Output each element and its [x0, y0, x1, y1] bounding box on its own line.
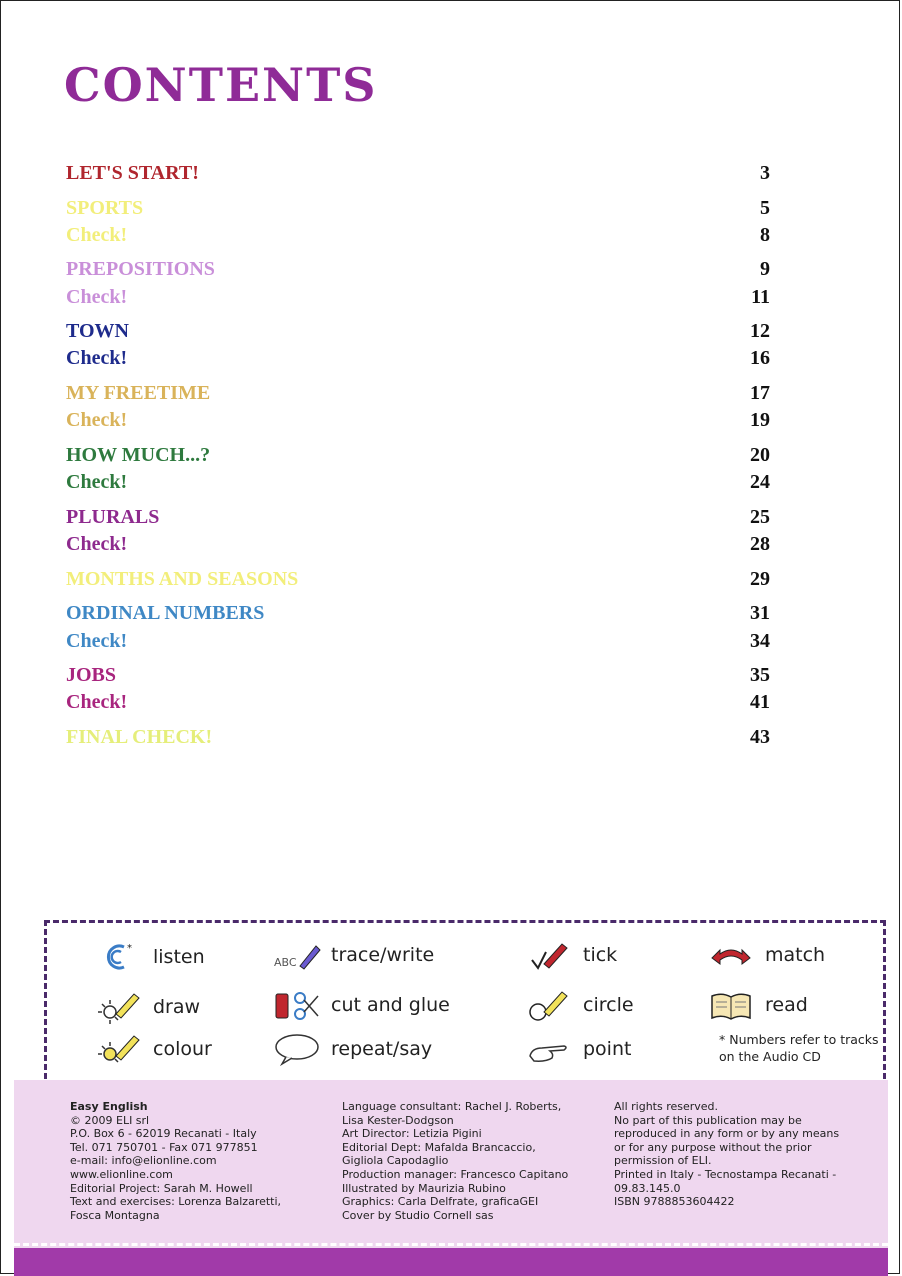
toc-row-page-number: 25 — [750, 506, 770, 528]
legend-item-trace-write: ABC trace/write — [271, 938, 434, 972]
toc-row-label: Check! — [66, 533, 128, 555]
toc-row — [66, 197, 770, 225]
legend-item-repeat-say: repeat/say — [271, 1032, 432, 1066]
page-title: CONTENTS — [64, 58, 378, 112]
toc-row-label: Check! — [66, 471, 128, 493]
toc-row-label: TOWN — [66, 320, 129, 342]
toc-row-label: FINAL CHECK! — [66, 726, 213, 748]
imprint-line: Tel. 071 750701 - Fax 071 977851 — [70, 1140, 258, 1154]
toc-row — [66, 533, 770, 561]
imprint-line: Editorial Project: Sarah M. Howell — [70, 1181, 253, 1195]
imprint-line: Text and exercises: Lorenza Balzaretti, — [70, 1195, 282, 1209]
toc-row-page-number: 9 — [760, 258, 770, 280]
colour-icon — [93, 1032, 145, 1066]
toc-row-page-number: 11 — [751, 286, 770, 308]
toc-row-page-number: 31 — [750, 602, 770, 624]
toc-row-page-number: 34 — [750, 630, 770, 652]
imprint-line: Printed in Italy - Tecnostampa Recanati - — [614, 1167, 837, 1181]
repeat-say-icon — [271, 1032, 323, 1066]
audio-cd-note: * Numbers refer to tracks on the Audio CD — [719, 1032, 879, 1064]
toc-row-label: Check! — [66, 224, 128, 246]
legend-item-read: read — [705, 988, 808, 1022]
toc-row-page-number: 43 — [750, 726, 770, 748]
toc-row — [66, 691, 770, 719]
imprint-line: All rights reserved. — [614, 1100, 719, 1113]
imprint-line: P.O. Box 6 - 62019 Recanati - Italy — [70, 1127, 257, 1141]
imprint-line: Illustrated by Maurizia Rubino — [342, 1181, 506, 1195]
imprint-line: 09.83.145.0 — [614, 1181, 681, 1195]
imprint-column-rights — [614, 1100, 839, 1209]
imprint-line: Graphics: Carla Delfrate, graficaGEI — [342, 1195, 539, 1209]
toc-row-label: Check! — [66, 409, 128, 431]
toc-row-label: Check! — [66, 691, 128, 713]
toc-row-label: PREPOSITIONS — [66, 258, 215, 280]
toc-row — [66, 224, 770, 252]
toc-row — [66, 726, 770, 754]
imprint-line: Production manager: Francesco Capitano — [342, 1167, 569, 1181]
toc-row-page-number: 41 — [750, 691, 770, 713]
toc-row — [66, 258, 770, 286]
imprint-line: Fosca Montagna — [70, 1208, 160, 1222]
toc-row — [66, 286, 770, 314]
legend-item-cut-and-glue: cut and glue — [271, 988, 450, 1022]
toc-row-label: Check! — [66, 630, 128, 652]
legend-item-colour: colour — [93, 1032, 212, 1066]
toc-row — [66, 471, 770, 499]
footer-stripe — [14, 1248, 888, 1276]
imprint-line: Language consultant: Rachel J. Roberts, — [342, 1100, 562, 1113]
toc-row — [66, 162, 770, 190]
imprint-line: Art Director: Letizia Pigini — [342, 1127, 482, 1141]
toc-row-label: SPORTS — [66, 197, 144, 219]
tick-icon — [523, 938, 575, 972]
legend-item-point: point — [523, 1032, 631, 1066]
read-icon — [705, 988, 757, 1022]
imprint-line: Cover by Studio Cornell sas — [342, 1208, 494, 1222]
toc-row-page-number: 17 — [750, 382, 770, 404]
toc-row — [66, 664, 770, 692]
toc-row-page-number: 5 — [760, 197, 770, 219]
toc-row-page-number: 12 — [750, 320, 770, 342]
imprint-line: © 2009 ELI srl — [70, 1113, 150, 1127]
toc-row-page-number: 8 — [760, 224, 770, 246]
toc-row-page-number: 3 — [760, 162, 770, 184]
svg-text:ABC: ABC — [274, 956, 297, 969]
listen-icon — [93, 940, 145, 974]
toc-row-label: JOBS — [66, 664, 117, 686]
toc-row — [66, 382, 770, 410]
toc-row-label: PLURALS — [66, 506, 160, 528]
toc-row-label: MONTHS AND SEASONS — [66, 568, 299, 590]
toc-row — [66, 320, 770, 348]
imprint-line: Lisa Kester-Dodgson — [342, 1113, 454, 1127]
toc-row-label: Check! — [66, 286, 128, 308]
imprint-line: No part of this publication may be — [614, 1113, 802, 1127]
toc-row-label: Check! — [66, 347, 128, 369]
toc-row-page-number: 16 — [750, 347, 770, 369]
toc-row-page-number: 29 — [750, 568, 770, 590]
toc-row-label: ORDINAL NUMBERS — [66, 602, 265, 624]
toc-row — [66, 409, 770, 437]
toc-row — [66, 568, 770, 596]
toc-row-label: HOW MUCH...? — [66, 444, 211, 466]
toc-row-label: LET'S START! — [66, 162, 199, 184]
imprint-line: ISBN 9788853604422 — [614, 1195, 735, 1209]
toc-row — [66, 630, 770, 658]
toc-row-page-number: 24 — [750, 471, 770, 493]
toc-row-page-number: 19 — [750, 409, 770, 431]
toc-row-page-number: 20 — [750, 444, 770, 466]
symbol-legend — [44, 920, 886, 1088]
imprint-column-credits — [342, 1100, 568, 1222]
legend-item-listen: * listen — [93, 940, 205, 974]
imprint-line: reproduced in any form or by any means — [614, 1127, 840, 1141]
imprint-line: www.elionline.com — [70, 1167, 173, 1181]
point-icon — [523, 1032, 575, 1066]
toc-row-label: MY FREETIME — [66, 382, 211, 404]
footer-dashed-line — [14, 1243, 888, 1246]
toc-row — [66, 506, 770, 534]
toc-row — [66, 602, 770, 630]
imprint-line: permission of ELI. — [614, 1154, 712, 1168]
cut-and-glue-icon — [271, 988, 323, 1022]
imprint-line: Editorial Dept: Mafalda Brancaccio, — [342, 1140, 536, 1154]
imprint-line: Gigliola Capodaglio — [342, 1154, 449, 1168]
imprint-line: e-mail: info@elionline.com — [70, 1154, 217, 1168]
legend-item-circle: circle — [523, 988, 634, 1022]
circle-icon — [523, 988, 575, 1022]
legend-item-tick: tick — [523, 938, 617, 972]
match-icon — [705, 938, 757, 972]
svg-text:*: * — [127, 943, 132, 954]
legend-item-match: match — [705, 938, 825, 972]
trace-write-icon — [271, 938, 323, 972]
legend-item-draw: draw — [93, 990, 200, 1024]
imprint-line: Easy English — [70, 1100, 148, 1113]
toc-row-page-number: 35 — [750, 664, 770, 686]
imprint-column-publisher — [70, 1100, 281, 1222]
imprint-line: or for any purpose without the prior — [614, 1140, 812, 1154]
draw-icon — [93, 990, 145, 1024]
toc-row-page-number: 28 — [750, 533, 770, 555]
toc-row — [66, 444, 770, 472]
toc-row — [66, 347, 770, 375]
